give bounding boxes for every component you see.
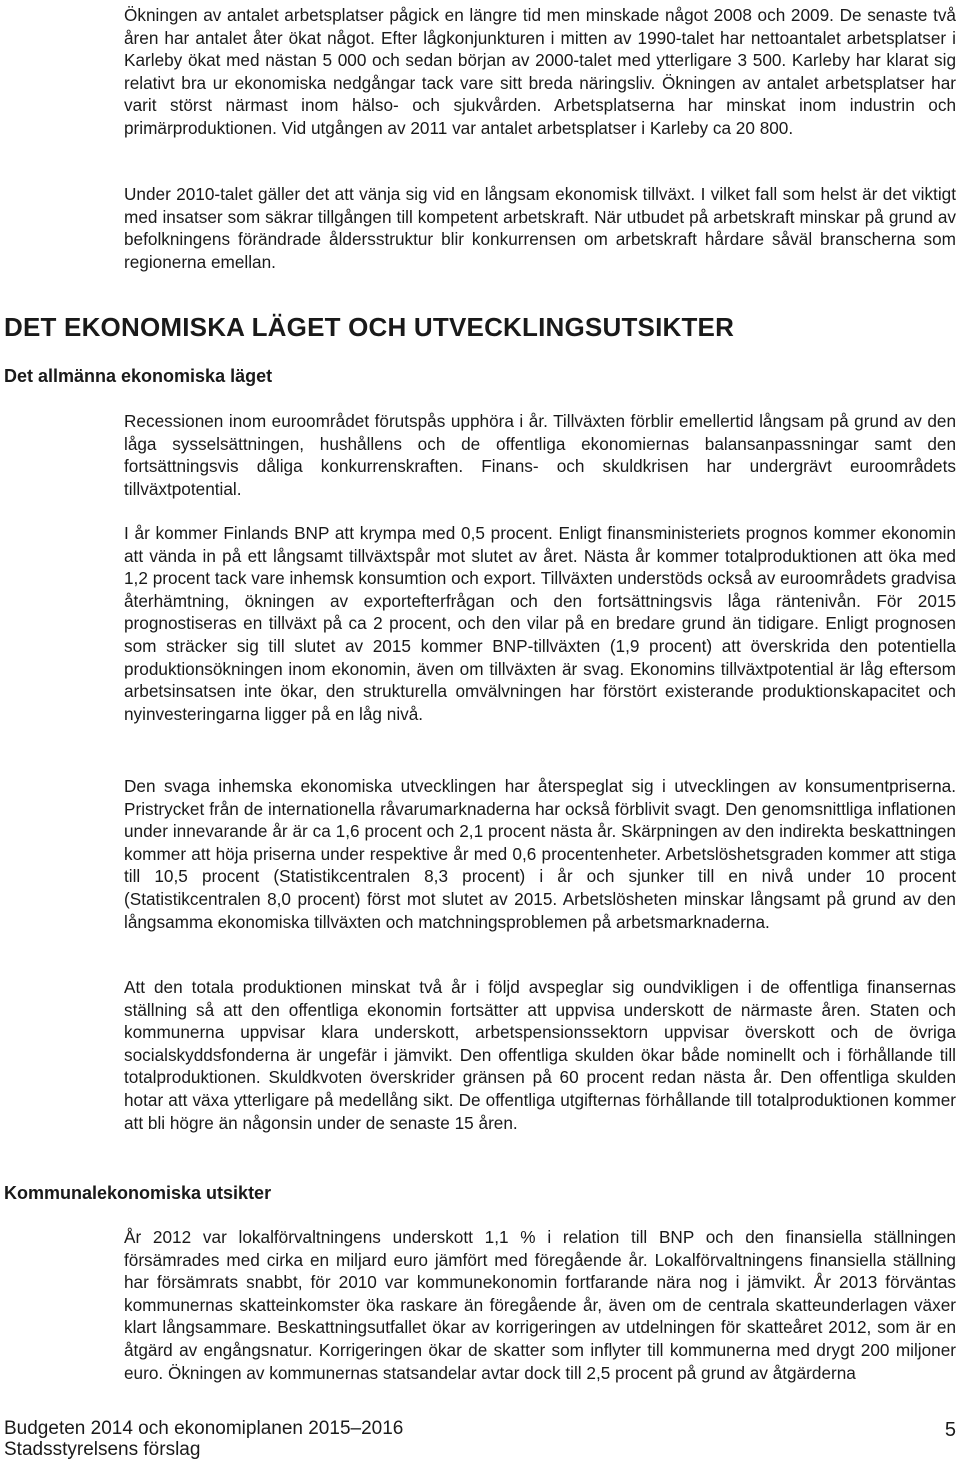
subheading-general-economy: Det allmänna ekonomiska läget: [4, 366, 273, 386]
subheading-municipal-outlook: Kommunalekonomiska utsikter: [4, 1183, 272, 1203]
footer-document-subtitle: Stadsstyrelsens förslag: [4, 1439, 201, 1460]
page-number: 5: [944, 1419, 956, 1441]
paragraph-gdp: I år kommer Finlands BNP att krympa med 0,5 procent. Enligt finansministeriets prognos kommer ekonomin att vända in på ett långsamt tillväxtspår mot slutet av året. Nästa år kommer totalproduktionen att öka med 1,2 procent tack vare inhemsk konsumtion och export. Tillväxten understöds också av euroområdets gradvisa återhämtning, ökningen av exportefterfrågan och den fortsättningsvis låga räntenivån. För 2015 prognostiseras en tillväxt på ca 2 procent, och den vilar på en bredare grund än tidigare. Enligt prognosen som sträcker sig till slutet av 2015 kommer BNP-tillväxten (1,9 procent) att överskrida den potentiella produktionsökningen inom ekonomin, även om tillväxten är svag. Ekonomins tillväxtpotential är låg eftersom arbetsinsatsen inte ökar, den strukturella omvälvningen har förstört existerande produktionskapacitet och nyinvesteringarna ligger på en låg nivå.: [124, 523, 956, 724]
section-heading: DET EKONOMISKA LÄGET OCH UTVECKLINGSUTSIKTER: [4, 312, 735, 342]
paragraph-public-finances: Att den totala produktionen minskat två år i följd avspeglar sig oundvikligen i de offentliga finansernas ställning så att den offentliga ekonomin fortsätter att uppvisa underskott de närmaste åren. Staten och kommunerna uppvisar klara underskott, arbetspensionssektorn uppvisar överskott och de övriga socialskyddsfonderna är ungefär i jämvikt. Den offentliga skulden ökar både nominellt och i förhållande till totalproduktionen. Skuldkvoten överskrider gränsen på 60 procent redan nästa år. Den offentliga skulden hotar att växa ytterligare på medellång sikt. De offentliga utgifternas förhållande till totalproduktionen kommer att bli högre än någonsin under de senaste 15 åren.: [124, 977, 956, 1133]
intro-paragraph-growth: Under 2010-talet gäller det att vänja sig vid en långsam ekonomisk tillväxt. I vilket fall som helst är det viktigt med insatser som säkrar tillgången till kompetent arbetskraft. När utbudet på arbetskraft minskar på grund av befolkningens förändrade åldersstruktur blir konkurrensen om arbetskraft hårdare såväl branscherna som regionerna emellan.: [124, 184, 956, 272]
intro-paragraph-employment: Ökningen av antalet arbetsplatser pågick en längre tid men minskade något 2008 och 2009. De senaste två åren har antalet åter ökat något. Efter lågkonjunkturen i mitten av 1990-talet har nettoantalet arbetsplatser i Karleby ökat med nästan 5 000 och sedan början av 2000-talet med ytterligare 3 500. Karleby har klarat sig relativt bra ur ekonomiska nedgångar tack vare sitt breda näringsliv. Ökningen av antalet arbetsplatser har varit störst närmast inom hälso- och sjukvården. Arbetsplatserna har minskat inom industrin och primärproduktionen. Vid utgången av 2011 var antalet arbetsplatser i Karleby ca 20 800.: [124, 5, 956, 138]
footer-document-title: Budgeten 2014 och ekonomiplanen 2015–2016: [4, 1418, 404, 1439]
paragraph-inflation: Den svaga inhemska ekonomiska utvecklingen har återspeglat sig i utvecklingen av konsumentpriserna. Pristrycket från de internationella råvarumarknaderna har också förblivit svagt. Den genomsnittliga inflationen under innevarande år är ca 1,6 procent och 2,1 procent nästa år. Skärpningen av den indirekta beskattningen kommer att höja priserna under respektive år med 0,6 procentenheter. Arbetslöshetsgraden kommer att stiga till 10,5 procent (Statistikcentralen 8,3 procent) i år och sjunker till en nivå under 10 procent (Statistikcentralen 8,0 procent) först mot slutet av 2015. Arbetslösheten minskar långsamt på grund av den långsamma ekonomiska tillväxten och matchningsproblemen på arbetsmarknaderna.: [124, 776, 956, 932]
paragraph-recession: Recessionen inom euroområdet förutspås upphöra i år. Tillväxten förblir emellertid långsam på grund av den låga sysselsättningen, hushållens och de offentliga ekonomiernas balansanpassningar samt den fortsättningsvis dåliga konkurrenskraften. Finans- och skuldkrisen har undergrävt euroområdets tillväxtpotential.: [124, 411, 956, 499]
paragraph-municipal: År 2012 var lokalförvaltningens underskott 1,1 % i relation till BNP och den finansiella ställningen försämrades med cirka en miljard euro jämfört med föregående år. Lokalförvaltningens finansiella ställning har försämrats snabbt, för 2010 var kommunekonomin fortfarande nära nog i jämvikt. År 2013 förväntas kommunernas skatteinkomster öka raskare än föregående år, även om de centrala skatteunderlagen växer klart långsammare. Beskattningsutfallet ökar av korrigeringen av utdelningen för skatteåret 2012, som är en åtgärd av engångsnatur. Korrigeringen ökar de skatter som inflyter till kommunerna med drygt 200 miljoner euro. Ökningen av kommunernas statsandelar avtar dock till 2,5 procent på grund av åtgärderna: [124, 1227, 956, 1383]
